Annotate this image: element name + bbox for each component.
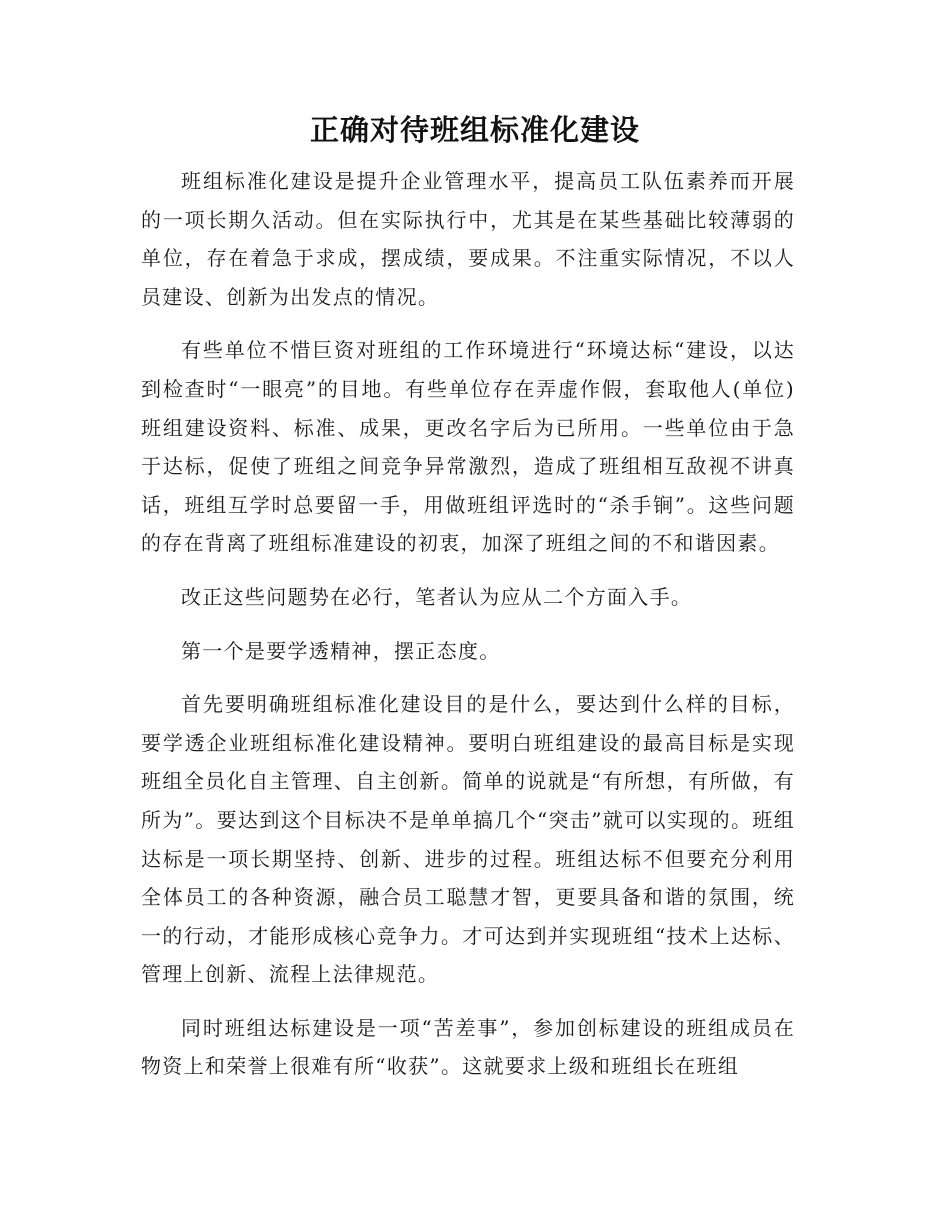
paragraph-4: 第一个是要学透精神，摆正态度。 [181, 638, 501, 663]
document-body [141, 162, 795, 1101]
paragraph-2: 有些单位不惜巨资对班组的工作环境进行“环境达标“建设，以达到检查时“一眼亮”的目地。有些单位存在弄虚作假，套取他人(单位)班组建设资料、标准、成果，更改名字后为已所用。一些单位由于急于达标，促使了班组之间竞争异常激烈，造成了班组相互敌视不讲真话，班组互学时总要留一手，用做班组评选时的“杀手锏”。这些问题的存在背离了班组标准建设的初衷，加深了班组之间的不和谐因素。 [141, 338, 795, 556]
document-title: 正确对待班组标准化建设 [309, 113, 640, 147]
paragraph-5: 首先要明确班组标准化建设目的是什么，要达到什么样的目标，要学透企业班组标准化建设精神。要明白班组建设的最高目标是实现班组全员化自主管理、自主创新。简单的说就是“有所想，有所做，有所为”。要达到这个目标决不是单单搞几个“突击”就可以实现的。班组达标是一项长期坚持、创新、进步的过程。班组达标不但要充分利用全体员工的各种资源，融合员工聪慧才智，更要具备和谐的氛围，统一的行动，才能形成核心竞争力。才可达到并实现班组“技术上达标、管理上创新、流程上法律规范。 [141, 692, 795, 987]
paragraph-6: 同时班组达标建设是一项“苦差事”，参加创标建设的班组成员在物资上和荣誉上很难有所“收获”。这就要求上级和班组长在班组 [141, 1015, 795, 1079]
paragraph-1: 班组标准化建设是提升企业管理水平，提高员工队伍素养而开展的一项长期久活动。但在实际执行中，尤其是在某些基础比较薄弱的单位，存在着急于求成，摆成绩，要成果。不注重实际情况，不以人员建设、创新为出发点的情况。 [141, 169, 795, 309]
paragraph-3: 改正这些问题势在必行，笔者认为应从二个方面入手。 [181, 584, 693, 609]
